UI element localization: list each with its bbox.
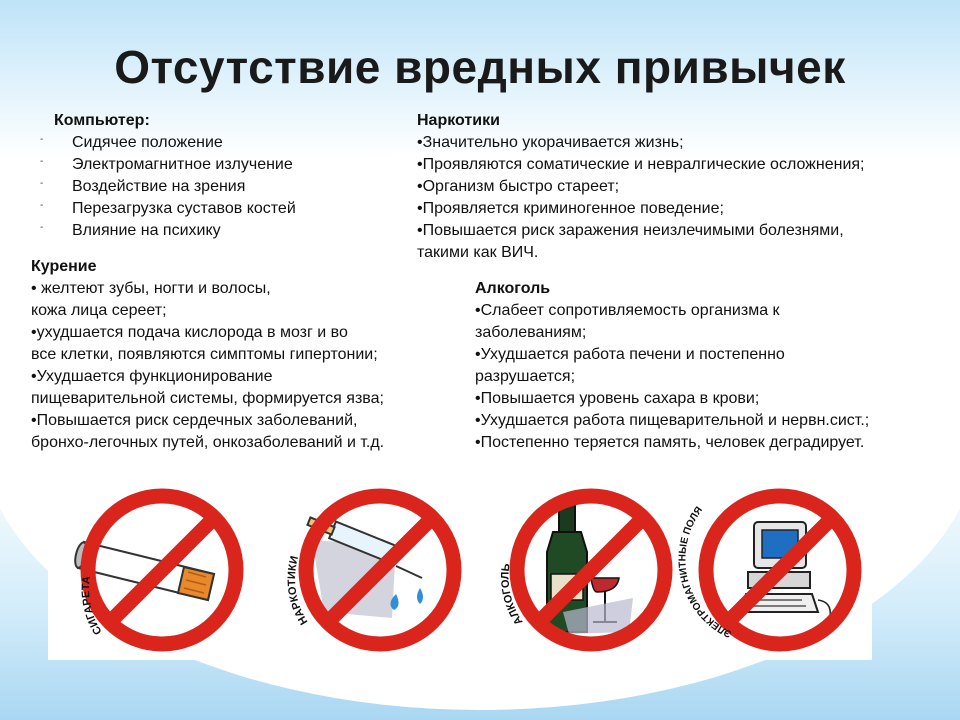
list-item: - Воздействие на зрения	[40, 176, 296, 198]
text-line: •Значительно укорачивается жизнь;	[417, 134, 684, 151]
text-line: •Слабеет сопротивляемость организма к	[475, 302, 780, 319]
list-item: - Сидячее положение	[40, 132, 296, 154]
text-line: •Организм быстро стареет;	[417, 178, 620, 195]
text-line: •Постепенно теряется память, человек деградирует.	[475, 434, 865, 451]
text-line: •Ухудшается работа пищеварительной и нервн.сист.;	[475, 412, 870, 429]
narcotics-label: НАРКОТИКИ	[285, 554, 311, 627]
text-line: •ухудшается подача кислорода в мозг и во	[31, 324, 348, 341]
text-line: такими как ВИЧ.	[417, 244, 539, 261]
page-title: Отсутствие вредных привычек	[114, 41, 846, 93]
text-line: все клетки, появляются симптомы гипертонии;	[31, 346, 378, 363]
alcohol-heading: Алкоголь	[475, 280, 551, 297]
smoking-section	[31, 256, 384, 454]
alcohol-section	[475, 278, 869, 454]
electromagnetic-fields-label: ЭЛЕКТРОМАГНИТНЫЕ ПОЛЯ	[677, 504, 734, 640]
text-line: кожа лица сереет;	[31, 302, 167, 319]
text-line: •Проявляются соматические и невралгические осложнения;	[417, 156, 865, 173]
text-line: •Ухудшается функционирование	[31, 368, 273, 385]
no-computer-sign	[662, 482, 872, 662]
narcotics-section	[417, 110, 865, 264]
list-item: - Влияние на психику	[40, 220, 296, 242]
text-line: разрушается;	[475, 368, 576, 385]
text-line: пищеварительной системы, формируется язва;	[31, 390, 384, 407]
text-line: •Повышается уровень сахара в крови;	[475, 390, 760, 407]
text-line: • желтеют зубы, ногти и волосы,	[31, 280, 271, 297]
computer-heading: Компьютер:	[54, 112, 150, 129]
no-smoking-icon	[54, 482, 264, 662]
computer-icon	[740, 522, 839, 627]
computer-section	[40, 110, 296, 242]
list-item: - Электромагнитное излучение	[40, 154, 296, 176]
alcohol-label: АЛКОГОЛЬ	[499, 562, 526, 627]
no-smoking-sign	[54, 482, 264, 662]
text-line: •Проявляется криминогенное поведение;	[417, 200, 724, 217]
text-line: •Повышается риск заражения неизлечимыми болезнями,	[417, 222, 844, 239]
list-item: - Перезагрузка суставов костей	[40, 198, 296, 220]
smoking-heading: Курение	[31, 258, 97, 275]
text-line: бронхо-легочных путей, онкозаболеваний и т.д.	[31, 434, 385, 451]
text-line: •Повышается риск сердечных заболеваний,	[31, 412, 358, 429]
text-line: заболеваниям;	[475, 324, 587, 341]
cigarette-label: СИГАРЕТА	[80, 575, 105, 637]
text-line: •Ухудшается работа печени и постепенно	[475, 346, 785, 363]
narcotics-heading: Наркотики	[417, 112, 500, 129]
no-drugs-sign	[272, 482, 482, 662]
